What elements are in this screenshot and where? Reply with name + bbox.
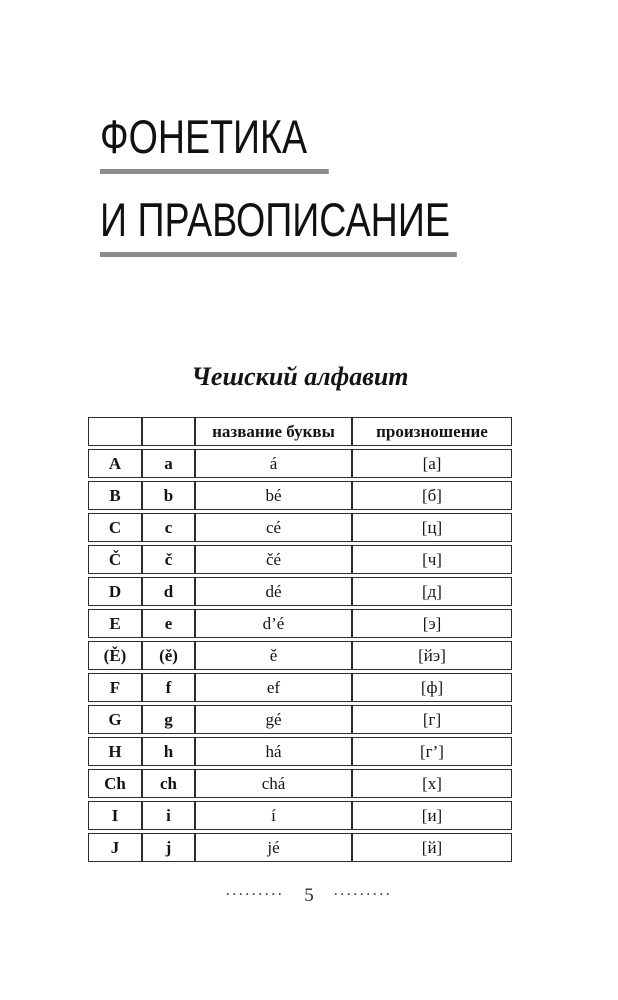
cell-uppercase: (Ě) — [88, 641, 142, 670]
cell-lowercase: g — [142, 705, 195, 734]
cell-letter-name: d’é — [195, 609, 352, 638]
cell-lowercase: d — [142, 577, 195, 606]
header-cell-letter-name: название буквы — [195, 417, 352, 446]
cell-letter-name: dé — [195, 577, 352, 606]
table-row — [88, 673, 512, 702]
cell-lowercase: č — [142, 545, 195, 574]
section-subtitle: Чешский алфавит — [191, 362, 409, 391]
cell-pronunciation: [э] — [352, 609, 512, 638]
cell-lowercase: e — [142, 609, 195, 638]
cell-lowercase: ch — [142, 769, 195, 798]
table-row — [88, 769, 512, 798]
cell-uppercase: H — [88, 737, 142, 766]
cell-uppercase: B — [88, 481, 142, 510]
table-header-row — [88, 417, 512, 446]
cell-letter-name: á — [195, 449, 352, 478]
cell-uppercase: I — [88, 801, 142, 830]
cell-letter-name: í — [195, 801, 352, 830]
table-row — [88, 833, 512, 862]
cell-lowercase: i — [142, 801, 195, 830]
cell-pronunciation: [х] — [352, 769, 512, 798]
cell-uppercase: Č — [88, 545, 142, 574]
cell-uppercase: F — [88, 673, 142, 702]
cell-uppercase: A — [88, 449, 142, 478]
cell-pronunciation: [йэ] — [352, 641, 512, 670]
cell-pronunciation: [г’] — [352, 737, 512, 766]
cell-pronunciation: [д] — [352, 577, 512, 606]
cell-lowercase: h — [142, 737, 195, 766]
table-row — [88, 449, 512, 478]
cell-pronunciation: [и] — [352, 801, 512, 830]
alphabet-table — [88, 414, 512, 865]
cell-pronunciation: [ф] — [352, 673, 512, 702]
cell-pronunciation: [ц] — [352, 513, 512, 542]
page-footer — [0, 885, 618, 907]
cell-pronunciation: [б] — [352, 481, 512, 510]
cell-uppercase: Ch — [88, 769, 142, 798]
cell-pronunciation: [й] — [352, 833, 512, 862]
header-cell-pronunciation: произношение — [352, 417, 512, 446]
table-row — [88, 545, 512, 574]
cell-uppercase: C — [88, 513, 142, 542]
table-row — [88, 641, 512, 670]
cell-lowercase: a — [142, 449, 195, 478]
cell-uppercase: E — [88, 609, 142, 638]
footer-dots-left: ········· — [225, 887, 285, 901]
cell-pronunciation: [ч] — [352, 545, 512, 574]
cell-letter-name: chá — [195, 769, 352, 798]
cell-lowercase: f — [142, 673, 195, 702]
table-row — [88, 513, 512, 542]
cell-letter-name: há — [195, 737, 352, 766]
cell-letter-name: cé — [195, 513, 352, 542]
cell-letter-name: ef — [195, 673, 352, 702]
cell-letter-name: čé — [195, 545, 352, 574]
table-row — [88, 577, 512, 606]
cell-lowercase: b — [142, 481, 195, 510]
header-cell-uppercase — [88, 417, 142, 446]
chapter-title-text-1: ФОНЕТИКА — [100, 113, 329, 174]
cell-lowercase: j — [142, 833, 195, 862]
cell-lowercase: c — [142, 513, 195, 542]
page-number: 5 — [304, 885, 314, 906]
footer-dots-right: ········· — [333, 887, 393, 901]
table-row — [88, 801, 512, 830]
cell-uppercase: G — [88, 705, 142, 734]
cell-pronunciation: [а] — [352, 449, 512, 478]
cell-letter-name: gé — [195, 705, 352, 734]
table-row — [88, 737, 512, 766]
chapter-title-line-1 — [100, 110, 386, 174]
chapter-title-line-2 — [100, 193, 546, 257]
cell-letter-name: ě — [195, 641, 352, 670]
chapter-title-text-2: И ПРАВОПИСАНИЕ — [100, 196, 457, 257]
table-row — [88, 609, 512, 638]
cell-uppercase: D — [88, 577, 142, 606]
cell-lowercase: (ě) — [142, 641, 195, 670]
cell-letter-name: jé — [195, 833, 352, 862]
cell-letter-name: bé — [195, 481, 352, 510]
table-row — [88, 705, 512, 734]
cell-pronunciation: [г] — [352, 705, 512, 734]
table-row — [88, 481, 512, 510]
header-cell-lowercase — [142, 417, 195, 446]
cell-uppercase: J — [88, 833, 142, 862]
